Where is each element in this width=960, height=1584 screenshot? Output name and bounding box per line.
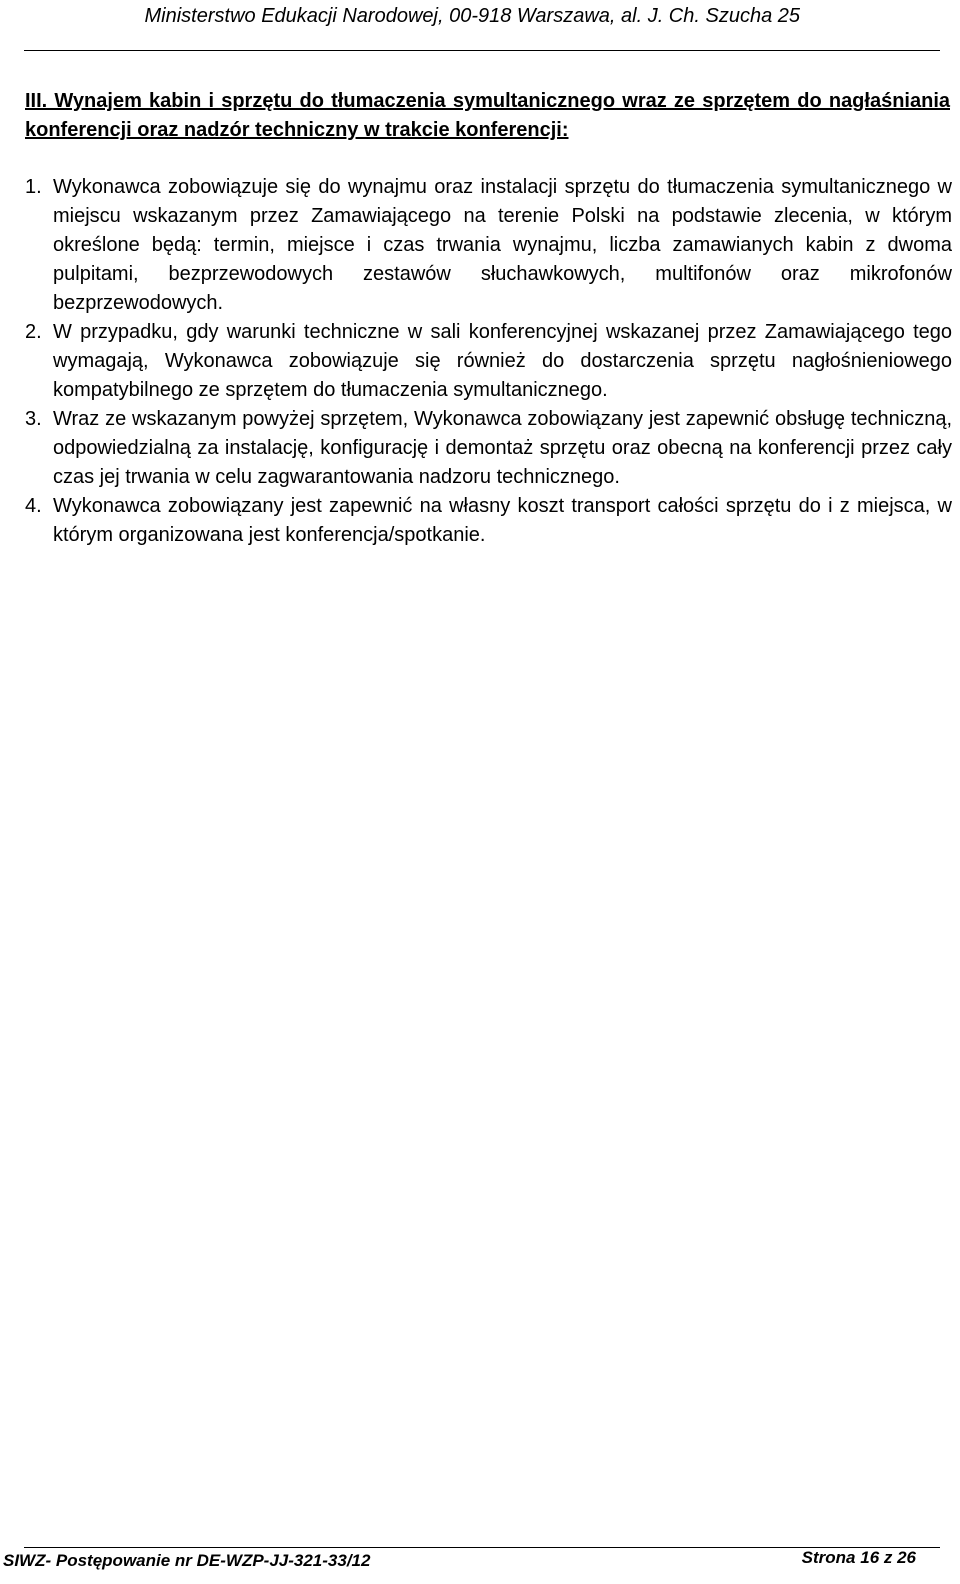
list-item <box>25 318 952 405</box>
footer-reference: SIWZ- Postępowanie nr DE-WZP-JJ-321-33/12 <box>3 1551 371 1570</box>
list-item <box>25 173 952 318</box>
list-item-text: Wraz ze wskazanym powyżej sprzętem, Wykonawca zobowiązany jest zapewnić obsługę techniczną, odpowiedzialną za instalację, konfigurację i demontaż sprzętu oraz obecną na konferencji przez cały czas jej trwania w celu zagwarantowania nadzoru technicznego. <box>53 408 952 488</box>
section-heading: III. Wynajem kabin i sprzętu do tłumaczenia symultanicznego wraz ze sprzętem do nagłaśniania konferencji oraz nadzór techniczny w trakcie konferencji: <box>25 90 950 141</box>
list-item-number: 3. <box>25 408 42 430</box>
page-number: Strona 16 z 26 <box>801 1548 916 1567</box>
list-item-text: Wykonawca zobowiązany jest zapewnić na własny koszt transport całości sprzętu do i z miejsca, w którym organizowana jest konferencja/spotkanie. <box>53 495 952 546</box>
requirements-list <box>25 173 952 550</box>
list-item-text: W przypadku, gdy warunki techniczne w sali konferencyjnej wskazanej przez Zamawiającego tego wymagają, Wykonawca zobowiązuje się również do dostarczenia sprzętu nagłośnieniowego kompatybilnego ze sprzętem do tłumaczenia symultanicznego. <box>53 321 952 401</box>
page-header <box>24 0 940 51</box>
header-text: Ministerstwo Edukacji Narodowej, 00-918 Warszawa, al. J. Ch. Szucha 25 <box>144 5 800 27</box>
list-item-text: Wykonawca zobowiązuje się do wynajmu oraz instalacji sprzętu do tłumaczenia symultanicznego w miejscu wskazanym przez Zamawiającego na terenie Polski na podstawie zlecenia, w którym określone będą: termin, miejsce i czas trwania wynajmu, liczba zamawianych kabin z dwoma pulpitami, bezprzewodowych zestawów słuchawkowych, multifonów oraz mikrofonów bezprzewodowych. <box>53 176 952 314</box>
list-item <box>25 405 952 492</box>
list-item <box>25 492 952 550</box>
list-item-number: 2. <box>25 321 42 343</box>
list-item-number: 1. <box>25 176 42 198</box>
list-item-number: 4. <box>25 495 42 517</box>
